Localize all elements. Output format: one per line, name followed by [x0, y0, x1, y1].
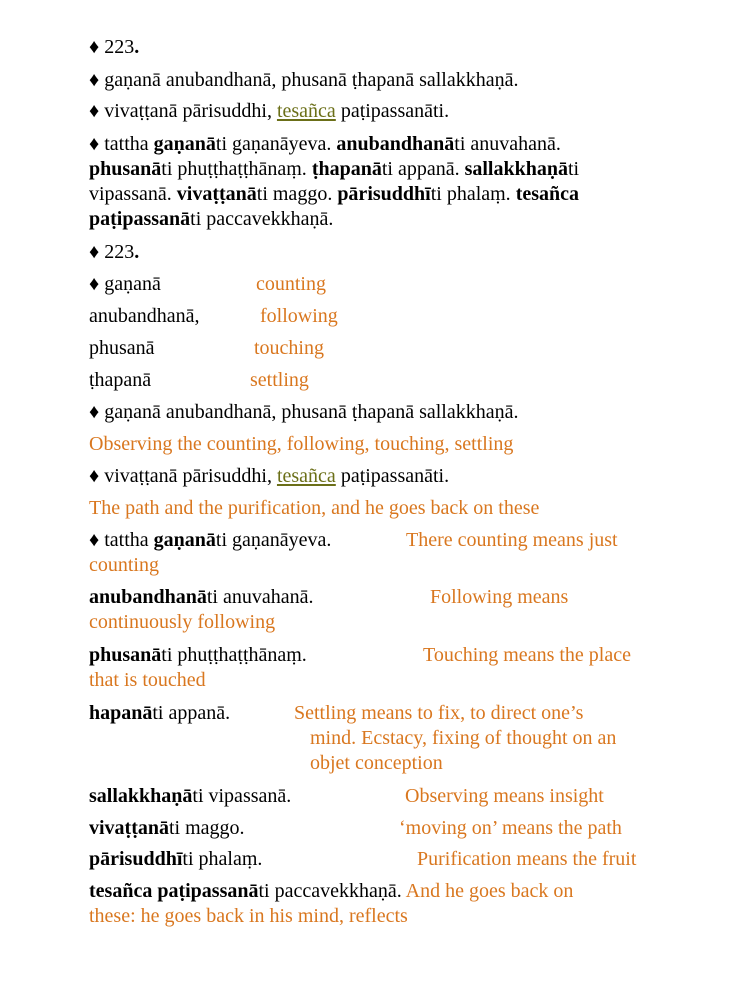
entry-phusana-translation-cont: that is touched	[89, 669, 206, 691]
vocab-pali-thapana: ṭhapanā	[89, 369, 152, 391]
bullet: ♦	[89, 69, 100, 91]
commentary-text: vipassanā.	[89, 183, 177, 205]
section1-commentary-row-1	[89, 132, 561, 156]
commentary-text: ti anuvahanā.	[454, 133, 561, 155]
commentary-runs	[104, 133, 561, 155]
tesanca-link[interactable]: tesañca	[276, 100, 336, 122]
commentary-text: ti paccavekkhaṇā.	[190, 208, 334, 230]
commentary-text: ti appanā.	[381, 158, 465, 180]
section1-heading: ♦ 223.	[89, 36, 140, 58]
commentary-text: ti gaṇanāyeva.	[215, 133, 337, 155]
bullet: ♦	[89, 529, 100, 551]
entry-thapana-translation: Settling means to fix, to direct one’s	[294, 702, 584, 724]
entry-ganana-translation-cont: counting	[89, 554, 159, 576]
commentary-runs	[89, 183, 579, 205]
section1-commentary-row-3	[89, 182, 579, 206]
section1-commentary-row-4	[89, 207, 333, 231]
entry-sallakkhana-pali: sallakkhaṇāti vipassanā.	[89, 785, 292, 807]
vocab-en-counting: counting	[256, 273, 326, 295]
commentary-text: ti phuṭṭhaṭṭhānaṃ.	[161, 158, 312, 180]
commentary-runs	[89, 158, 579, 180]
pali-term: ṭhapanā	[311, 158, 382, 180]
pali-term: vivaṭṭanā	[176, 183, 257, 205]
vocab-pali-ganana: ♦ gaṇanā	[89, 273, 161, 295]
section2-verse-line-2: ♦ vivaṭṭanā pārisuddhi, tesañca paṭipassanāti.	[89, 465, 450, 487]
vocab-en-settling: settling	[250, 369, 309, 391]
entry-parisuddhi-pali: pārisuddhīti phalaṃ.	[89, 848, 263, 870]
entry-vivattana-translation: ‘moving on’ means the path	[399, 817, 622, 839]
section1-verse-line-2: ♦ vivaṭṭanā pārisuddhi, tesañca paṭipassanāti.	[89, 100, 450, 122]
pali-term: anubandhanā	[336, 133, 455, 155]
bullet: ♦	[89, 133, 100, 155]
entry-tesanca-translation: And he goes back on	[401, 880, 574, 902]
bullet: ♦	[89, 273, 100, 295]
vocab-en-touching: touching	[254, 337, 324, 359]
entry-phusana-pali: phusanāti phuṭṭhaṭṭhānaṃ.	[89, 644, 307, 666]
entry-thapana-translation-cont-2: objet conception	[310, 752, 443, 774]
entry-tesanca-translation-cont: these: he goes back in his mind, reflects	[89, 905, 408, 927]
entry-tesanca-pali: tesañca paṭipassanāti paccavekkhaṇā. And he goes back on	[89, 880, 574, 902]
entry-ganana-translation: There counting means just	[406, 529, 618, 551]
pali-term: sallakkhaṇā	[464, 158, 568, 180]
entry-sallakkhana-translation: Observing means insight	[405, 785, 604, 807]
pali-term: pārisuddhī	[337, 183, 431, 205]
entry-anubandhana-pali: anubandhanāti anuvahanā.	[89, 586, 314, 608]
entry-thapana-translation-cont: mind. Ecstacy, fixing of thought on an	[310, 727, 617, 749]
entry-anubandhana-translation-cont: continuously following	[89, 611, 276, 633]
commentary-runs	[89, 208, 333, 230]
pali-term: phusanā	[89, 158, 162, 180]
entry-anubandhana-translation: Following means	[430, 586, 569, 608]
vocab-pali-phusana: phusanā	[89, 337, 155, 359]
entry-ganana-pali: ♦ tattha gaṇanāti gaṇanāyeva.	[89, 529, 332, 551]
pali-term: tesañca	[515, 183, 580, 205]
entry-parisuddhi-translation: Purification means the fruit	[417, 848, 637, 870]
tesanca-link[interactable]: tesañca	[276, 465, 336, 487]
entry-phusana-translation: Touching means the place	[423, 644, 631, 666]
commentary-text: ti phalaṃ.	[430, 183, 516, 205]
pali-term: gaṇanā	[153, 133, 216, 155]
bullet: ♦	[89, 241, 100, 263]
bullet: ♦	[89, 401, 100, 423]
entry-vivattana-pali: vivaṭṭanāti maggo.	[89, 817, 245, 839]
commentary-text: tattha	[104, 133, 154, 155]
pali-term: paṭipassanā	[89, 208, 191, 230]
commentary-text: ti maggo.	[256, 183, 338, 205]
bullet: ♦	[89, 100, 100, 122]
section2-heading: ♦ 223.	[89, 241, 140, 263]
bullet: ♦	[89, 36, 100, 58]
section2-translation-line-2: The path and the purification, and he goes back on these	[89, 497, 540, 519]
vocab-en-following: following	[260, 305, 338, 327]
commentary-text: ti	[567, 158, 580, 180]
section2-verse-line-1: ♦ gaṇanā anubandhanā, phusanā ṭhapanā sallakkhaṇā.	[89, 401, 519, 423]
section1-verse-line-1: ♦ gaṇanā anubandhanā, phusanā ṭhapanā sallakkhaṇā.	[89, 69, 519, 91]
vocab-pali-anubandhana: anubandhanā,	[89, 305, 200, 327]
section2-translation-line-1: Observing the counting, following, touching, settling	[89, 433, 514, 455]
entry-thapana-pali: hapanāti appanā.	[89, 702, 231, 724]
section1-commentary-row-2	[89, 157, 579, 181]
bullet: ♦	[89, 465, 100, 487]
